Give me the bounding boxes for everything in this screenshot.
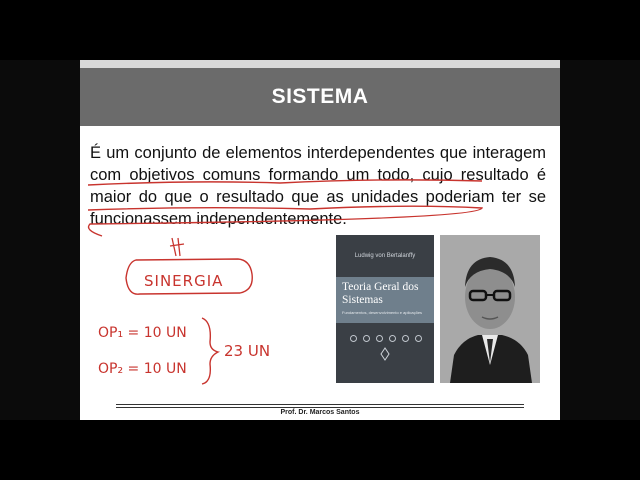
op1-annotation: OP₁ = 10 UN — [98, 325, 187, 341]
result-annotation: 23 UN — [224, 342, 271, 360]
footer-divider — [116, 407, 524, 408]
book-title: Teoria Geral dos Sistemas — [342, 281, 419, 306]
video-right-letterbox — [560, 60, 640, 420]
slide-title: SISTEMA — [271, 85, 369, 108]
sinergia-annotation: SINERGIA — [144, 272, 224, 290]
video-top-letterbox — [0, 0, 640, 60]
op2-annotation: OP₂ = 10 UN — [98, 361, 187, 377]
book-author: Ludwig von Bertalanffy — [354, 253, 416, 259]
book-dot-row — [350, 335, 422, 342]
author-portrait-photo — [440, 235, 540, 383]
book-cover — [336, 235, 434, 383]
footer-divider — [116, 404, 524, 405]
book-title-band — [336, 277, 434, 323]
book-subtitle: Fundamentos, desenvolvimento e aplicações — [342, 310, 423, 315]
slide-title-bar — [80, 68, 560, 126]
slide-footer-author: Prof. Dr. Marcos Santos — [280, 409, 360, 416]
publisher-logo-icon — [376, 347, 394, 361]
slide-definition-text: É um conjunto de elementos interdependentes que interagem com objetivos comuns formando um todo, cujo resultado é maior do que o resultado que as unidades poderiam ter se funcionassem independentemente. — [90, 144, 546, 228]
presentation-slide — [80, 60, 560, 420]
slide-top-strip — [80, 60, 560, 68]
video-left-letterbox — [0, 60, 80, 420]
